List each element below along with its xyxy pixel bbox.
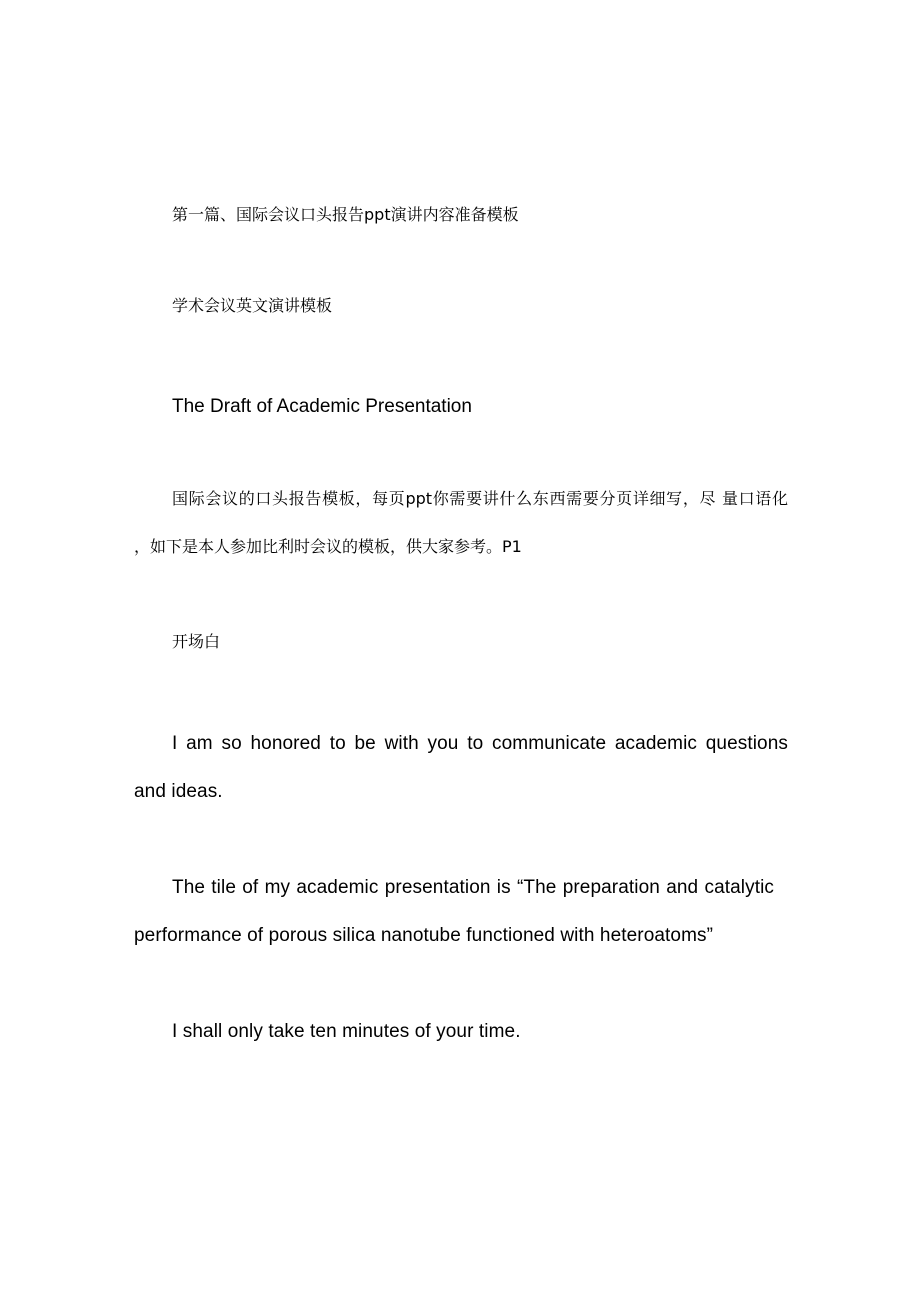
paragraph-2-line-1: The tile of my academic presentation is “The preparation and catalytic [172,877,774,898]
english-title: The Draft of Academic Presentation [172,396,472,417]
paragraph-3-line-1: I shall only take ten minutes of your time. [172,1021,521,1042]
paragraph-1-line-1: I am so honored to be with you to communicate academic questions [172,733,788,754]
paragraph-1-line-2: and ideas. [134,781,223,802]
document-heading: 第一篇、国际会议口头报告ppt演讲内容准备模板 [172,205,519,224]
document-subtitle: 学术会议英文演讲模板 [172,296,333,315]
intro-line-2: ，如下是本人参加比利时会议的模板，供大家参考。P1 [134,537,522,556]
paragraph-2-line-2: performance of porous silica nanotube functioned with heteroatoms” [134,925,714,946]
section-heading-opening: 开场白 [172,632,221,651]
intro-line-1: 国际会议的口头报告模板，每页ppt你需要讲什么东西需要分页详细写，尽 量口语化 [172,489,788,508]
